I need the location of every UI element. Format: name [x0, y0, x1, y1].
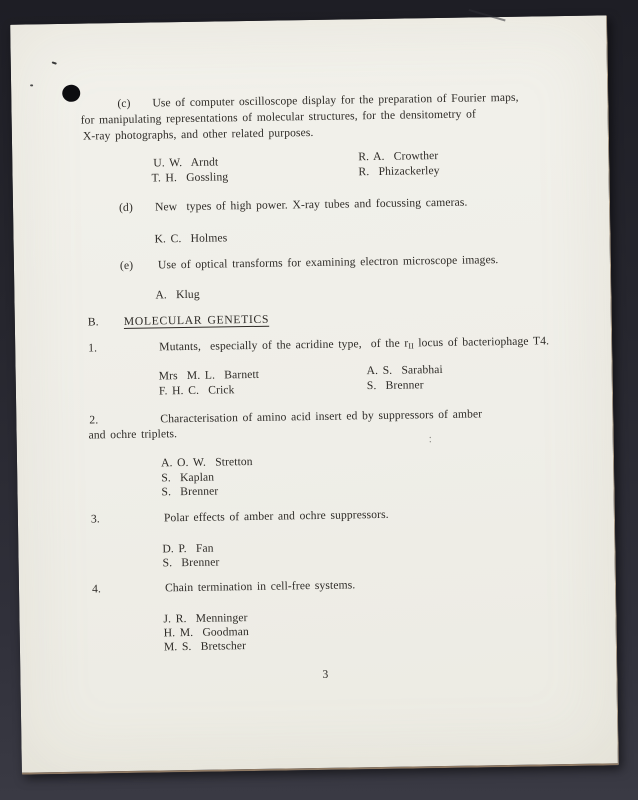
item-c-line2: for manipulating representations of molecular structures, for the densitometry of [80, 107, 477, 127]
item-c-line1: Use of computer oscilloscope display for the preparation of Fourier maps, [152, 90, 519, 110]
name: M. S. Bretscher [163, 639, 247, 654]
name: S. Brenner [162, 555, 220, 570]
name: A. O. W. Stretton [160, 454, 253, 470]
item-1-label: 1. [88, 341, 98, 355]
item-e-text: Use of optical transforms for examining electron microscope images. [157, 253, 499, 272]
item-c-line3: X-ray photographs, and other related purposes. [82, 125, 314, 143]
ink-speck [52, 61, 57, 64]
name: U. W. Arndt [153, 155, 219, 170]
name: Mrs M. L. Barnett [158, 367, 260, 383]
item-d-label: (d) [118, 200, 133, 215]
item-3-text: Polar effects of amber and ochre suppressors. [163, 507, 389, 525]
name: R. Phizackerley [358, 164, 440, 179]
punch-hole [62, 85, 80, 102]
paper-crease [469, 9, 506, 21]
page-number: 3 [322, 667, 329, 681]
name: A. S. Sarabhai [366, 362, 443, 378]
name: R. A. Crowther [358, 149, 439, 164]
name: D. P. Fan [162, 541, 214, 556]
item-1-subscript: II [408, 341, 414, 351]
item-2-line1: Characterisation of amino acid insert ed by suppressors of amber [160, 407, 483, 426]
name: J. R. Menninger [163, 611, 248, 626]
item-c-label: (c) [117, 96, 131, 111]
name: T. H. Gossling [151, 170, 229, 185]
item-1-text [159, 334, 549, 356]
item-2-label: 2. [89, 413, 99, 427]
section-b-title: MOLECULAR GENETICS [123, 312, 270, 328]
item-4-label: 4. [91, 582, 102, 596]
stray-mark: : [428, 432, 433, 446]
item-4-text: Chain termination in cell-free systems. [164, 578, 356, 595]
document-page [10, 15, 619, 774]
item-2-line2: and ochre triplets. [88, 427, 178, 442]
item-1-text-pre: Mutants, especially of the acridine type, of the r [159, 336, 409, 354]
item-3-label: 3. [90, 512, 100, 526]
section-b-label: B. [87, 315, 99, 329]
name: S. Brenner [366, 378, 424, 393]
name: F. H. C. Crick [158, 383, 235, 398]
name: H. M. Goodman [163, 625, 249, 640]
item-e-label: (e) [119, 258, 134, 273]
item-1-text-post: locus of bacteriophage T4. [413, 334, 550, 350]
name: A. Klug [155, 287, 200, 302]
name: S. Brenner [161, 484, 219, 499]
item-d-text: New types of high power. X-ray tubes and focussing cameras. [154, 195, 468, 214]
ink-speck [30, 84, 33, 86]
name: K. C. Holmes [154, 231, 228, 246]
name: S. Kaplan [161, 470, 215, 485]
